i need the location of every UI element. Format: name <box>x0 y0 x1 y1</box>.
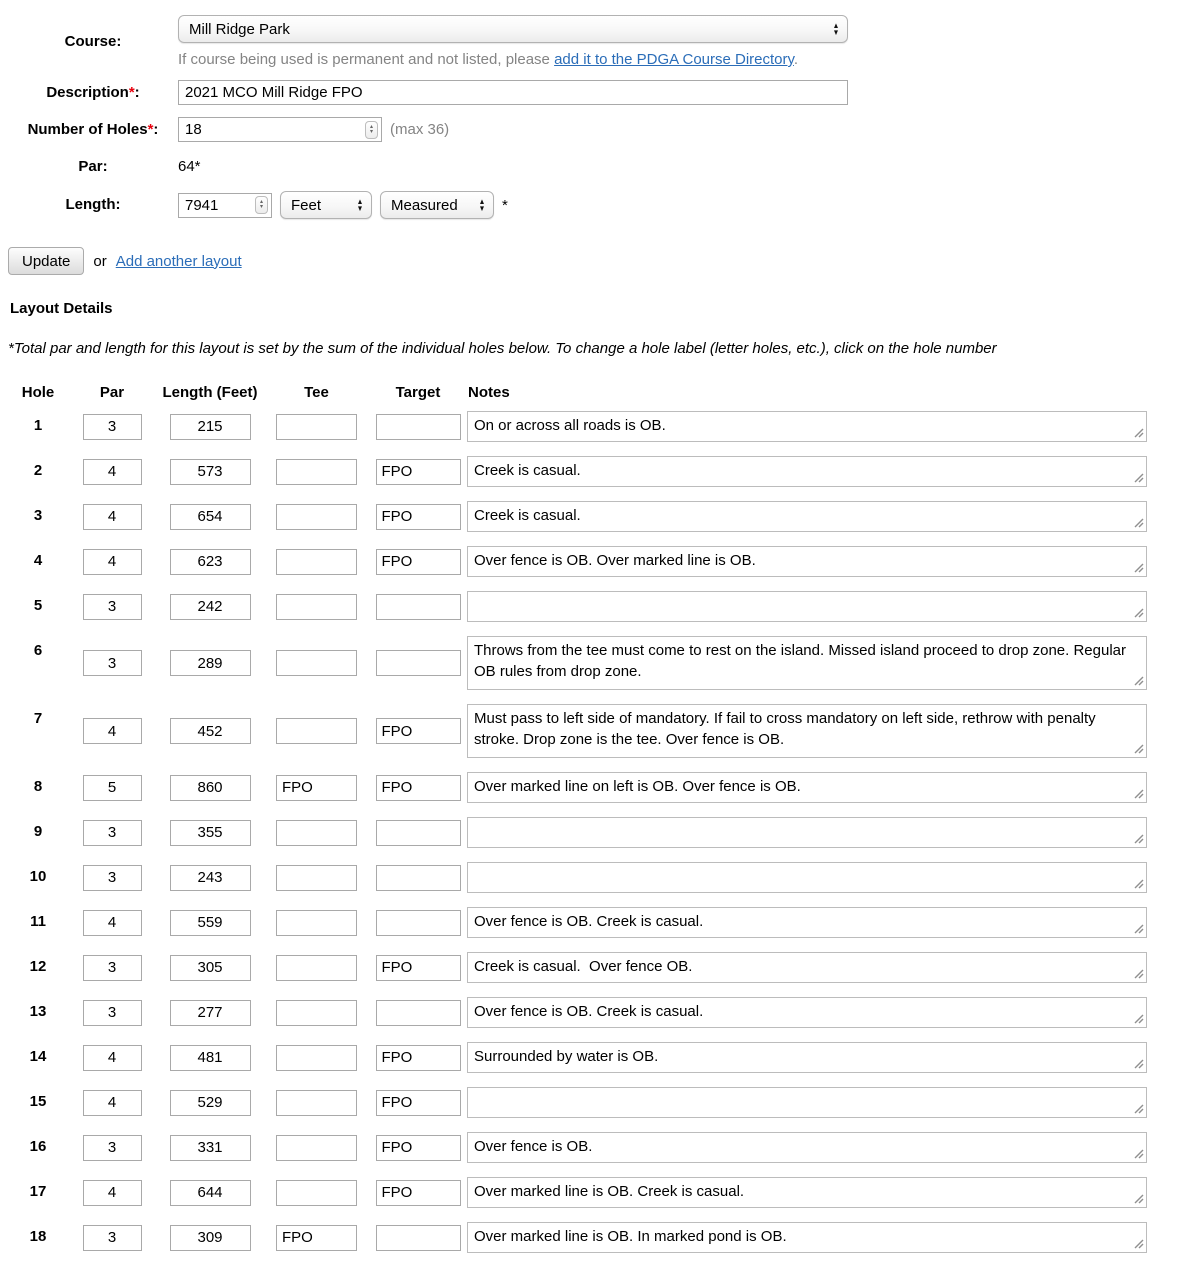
target-input[interactable] <box>376 1000 461 1026</box>
resize-handle-icon[interactable] <box>1131 425 1144 438</box>
hole-number-link[interactable]: 3 <box>33 507 43 524</box>
course-helper-text: If course being used is permanent and not listed, please add it to the PDGA Course Directory. <box>178 51 799 68</box>
target-input[interactable] <box>376 775 461 801</box>
notes-textarea[interactable] <box>467 997 1147 1028</box>
target-input[interactable] <box>376 865 461 891</box>
par-input[interactable] <box>83 549 142 575</box>
notes-textarea[interactable] <box>467 411 1147 442</box>
tee-input[interactable] <box>276 910 357 936</box>
course-select-value: Mill Ridge Park <box>189 20 290 38</box>
notes-textarea[interactable] <box>467 1087 1147 1118</box>
notes-textarea[interactable] <box>467 862 1147 893</box>
description-input[interactable] <box>178 80 848 105</box>
hole-length-input[interactable] <box>170 1180 251 1206</box>
tee-input[interactable] <box>276 865 357 891</box>
tee-input[interactable] <box>276 775 357 801</box>
tee-input[interactable] <box>276 1090 357 1116</box>
length-field <box>178 191 1190 219</box>
par-input[interactable] <box>83 650 142 676</box>
target-input[interactable] <box>376 1045 461 1071</box>
number-spinner-icon[interactable]: ▴ ▾ <box>255 196 268 214</box>
notes-textarea[interactable] <box>467 1222 1147 1253</box>
table-row <box>8 1132 1147 1177</box>
hole-number-link[interactable]: 9 <box>33 823 43 840</box>
hole-length-input[interactable] <box>170 549 251 575</box>
tee-input[interactable] <box>276 549 357 575</box>
resize-handle-icon[interactable] <box>1131 786 1144 799</box>
notes-textarea[interactable] <box>467 1042 1147 1073</box>
resize-handle-icon[interactable] <box>1131 1191 1144 1204</box>
target-input[interactable] <box>376 414 461 440</box>
hole-length-input[interactable] <box>170 775 251 801</box>
tee-input[interactable] <box>276 1000 357 1026</box>
table-row <box>8 704 1147 772</box>
description-field <box>178 80 1190 105</box>
hole-length-input[interactable] <box>170 1135 251 1161</box>
table-row <box>8 1087 1147 1132</box>
notes-textarea[interactable] <box>467 907 1147 938</box>
hole-number-link[interactable]: 16 <box>29 1138 47 1155</box>
tee-input[interactable] <box>276 820 357 846</box>
tee-input[interactable] <box>276 650 357 676</box>
resize-handle-icon[interactable] <box>1131 1101 1144 1114</box>
table-row <box>8 862 1147 907</box>
par-input[interactable] <box>83 594 142 620</box>
hole-length-input[interactable] <box>170 650 251 676</box>
resize-handle-icon[interactable] <box>1131 966 1144 979</box>
hole-length-input[interactable] <box>170 820 251 846</box>
par-input[interactable] <box>83 1090 142 1116</box>
layout-details-note: *Total par and length for this layout is set by the sum of the individual holes below. To change a hole label (letter holes, etc.), click on the hole number <box>8 340 997 357</box>
hole-number-link[interactable]: 7 <box>33 710 43 727</box>
hole-length-input[interactable] <box>170 1045 251 1071</box>
tee-input[interactable] <box>276 504 357 530</box>
header-length: Length (Feet) <box>162 384 258 401</box>
or-text: or <box>93 252 107 270</box>
notes-textarea[interactable] <box>467 591 1147 622</box>
par-input[interactable] <box>83 910 142 936</box>
target-input[interactable] <box>376 504 461 530</box>
tee-input[interactable] <box>276 1225 357 1251</box>
hole-number-link[interactable]: 11 <box>30 913 46 930</box>
hole-length-input[interactable] <box>170 414 251 440</box>
notes-textarea[interactable] <box>467 1132 1147 1163</box>
required-mark: * <box>147 120 154 138</box>
hole-length-input[interactable] <box>170 718 251 744</box>
hole-length-input[interactable] <box>170 504 251 530</box>
tee-input[interactable] <box>276 718 357 744</box>
table-row <box>8 456 1147 501</box>
tee-input[interactable] <box>276 594 357 620</box>
table-row <box>8 591 1147 636</box>
table-row <box>8 952 1147 997</box>
hole-number-link[interactable]: 17 <box>29 1183 47 1200</box>
number-spinner-icon[interactable]: ▴ ▾ <box>365 121 378 139</box>
notes-textarea[interactable] <box>467 636 1147 690</box>
course-select[interactable] <box>178 15 848 43</box>
hole-length-input[interactable] <box>170 910 251 936</box>
par-label: Par: <box>78 157 108 175</box>
resize-handle-icon[interactable] <box>1131 1011 1144 1024</box>
notes-textarea[interactable] <box>467 772 1147 803</box>
hole-length-input[interactable] <box>170 1000 251 1026</box>
target-input[interactable] <box>376 549 461 575</box>
pdga-course-directory-link[interactable]: add it to the PDGA Course Directory <box>554 51 794 68</box>
par-input[interactable] <box>83 414 142 440</box>
number-of-holes-field <box>178 117 1190 142</box>
select-arrows-icon: ▲ ▼ <box>356 197 364 213</box>
resize-handle-icon[interactable] <box>1131 673 1144 686</box>
hole-number-link[interactable]: 10 <box>29 868 47 885</box>
hole-number-link[interactable]: 13 <box>29 1003 47 1020</box>
table-row <box>8 1222 1147 1267</box>
length-method-value: Measured <box>391 196 458 214</box>
notes-textarea[interactable] <box>467 817 1147 848</box>
target-input[interactable] <box>376 1225 461 1251</box>
par-input[interactable] <box>83 1000 142 1026</box>
resize-handle-icon[interactable] <box>1131 876 1144 889</box>
number-of-holes-input[interactable] <box>178 117 382 142</box>
resize-handle-icon[interactable] <box>1131 741 1144 754</box>
notes-textarea[interactable] <box>467 704 1147 758</box>
layout-form <box>8 15 1190 219</box>
header-par: Par <box>99 384 125 401</box>
par-input[interactable] <box>83 775 142 801</box>
target-input[interactable] <box>376 820 461 846</box>
tee-input[interactable] <box>276 414 357 440</box>
length-label: Length: <box>65 196 121 213</box>
table-row <box>8 501 1147 546</box>
resize-handle-icon[interactable] <box>1131 1146 1144 1159</box>
description-label: Description*: <box>46 83 140 101</box>
resize-handle-icon[interactable] <box>1131 1236 1144 1249</box>
hole-number-link[interactable]: 15 <box>29 1093 47 1110</box>
par-value: 64* <box>178 158 201 175</box>
header-notes: Notes <box>468 384 510 401</box>
notes-textarea[interactable] <box>467 501 1147 532</box>
table-row <box>8 1042 1147 1087</box>
resize-handle-icon[interactable] <box>1131 605 1144 618</box>
table-row <box>8 636 1147 704</box>
max-holes-note: (max 36) <box>390 121 450 138</box>
select-arrows-icon: ▲ ▼ <box>478 197 486 213</box>
resize-handle-icon[interactable] <box>1131 515 1144 528</box>
table-row <box>8 817 1147 862</box>
par-input[interactable] <box>83 718 142 744</box>
header-target: Target <box>395 384 441 401</box>
par-input[interactable] <box>83 504 142 530</box>
resize-handle-icon[interactable] <box>1131 470 1144 483</box>
course-label: Course: <box>64 32 122 50</box>
hole-number-link[interactable]: 1 <box>33 417 43 434</box>
add-another-layout-link[interactable]: Add another layout <box>115 252 242 270</box>
notes-textarea[interactable] <box>467 952 1147 983</box>
par-input[interactable] <box>83 1180 142 1206</box>
tee-input[interactable] <box>276 1135 357 1161</box>
target-input[interactable] <box>376 1180 461 1206</box>
resize-handle-icon[interactable] <box>1131 1056 1144 1069</box>
table-row <box>8 997 1147 1042</box>
resize-handle-icon[interactable] <box>1131 831 1144 844</box>
tee-input[interactable] <box>276 459 357 485</box>
length-unit-value: Feet <box>291 196 322 214</box>
select-arrows-icon: ▲ ▼ <box>832 21 840 37</box>
target-input[interactable] <box>376 1135 461 1161</box>
table-row <box>8 546 1147 591</box>
notes-textarea[interactable] <box>467 546 1147 577</box>
update-button[interactable]: Update <box>8 247 84 275</box>
table-row <box>8 772 1147 817</box>
table-row <box>8 1177 1147 1222</box>
hole-length-input[interactable] <box>170 459 251 485</box>
target-input[interactable] <box>376 594 461 620</box>
header-hole: Hole <box>21 384 55 401</box>
par-input[interactable] <box>83 1045 142 1071</box>
layout-details-heading: Layout Details <box>10 300 113 317</box>
header-tee: Tee <box>304 384 329 401</box>
notes-textarea[interactable] <box>467 1177 1147 1208</box>
table-row <box>8 411 1147 456</box>
hole-length-input[interactable] <box>170 594 251 620</box>
length-unit-select[interactable] <box>280 191 372 219</box>
tee-input[interactable] <box>276 1180 357 1206</box>
tee-input[interactable] <box>276 955 357 981</box>
number-of-holes-label: Number of Holes*: <box>27 120 159 138</box>
notes-textarea[interactable] <box>467 456 1147 487</box>
target-input[interactable] <box>376 1090 461 1116</box>
par-input[interactable] <box>83 459 142 485</box>
length-method-select[interactable] <box>380 191 494 219</box>
table-row <box>8 907 1147 952</box>
hole-number-link[interactable]: 14 <box>29 1048 47 1065</box>
par-input[interactable] <box>83 1135 142 1161</box>
target-input[interactable] <box>376 718 461 744</box>
target-input[interactable] <box>376 955 461 981</box>
form-actions <box>8 247 1190 275</box>
holes-table-header-row <box>8 384 1147 411</box>
par-input[interactable] <box>83 1225 142 1251</box>
par-input[interactable] <box>83 820 142 846</box>
par-input[interactable] <box>83 865 142 891</box>
hole-length-input[interactable] <box>170 1225 251 1251</box>
hole-number-link[interactable]: 2 <box>33 462 43 479</box>
hole-length-input[interactable] <box>170 1090 251 1116</box>
target-input[interactable] <box>376 459 461 485</box>
tee-input[interactable] <box>276 1045 357 1071</box>
hole-number-link[interactable]: 18 <box>29 1228 47 1245</box>
target-input[interactable] <box>376 650 461 676</box>
hole-number-link[interactable]: 5 <box>33 597 43 614</box>
resize-handle-icon[interactable] <box>1131 560 1144 573</box>
hole-number-link[interactable]: 8 <box>33 778 43 795</box>
required-mark: * <box>128 83 135 101</box>
hole-number-link[interactable]: 6 <box>33 642 43 659</box>
hole-number-link[interactable]: 4 <box>33 552 43 569</box>
hole-length-input[interactable] <box>170 865 251 891</box>
par-input[interactable] <box>83 955 142 981</box>
course-label-text: Course <box>64 32 117 50</box>
holes-table <box>8 384 1147 1267</box>
hole-length-input[interactable] <box>170 955 251 981</box>
length-asterisk: * <box>502 196 508 214</box>
hole-number-link[interactable]: 12 <box>29 958 47 975</box>
course-field <box>178 15 1190 68</box>
target-input[interactable] <box>376 910 461 936</box>
resize-handle-icon[interactable] <box>1131 921 1144 934</box>
